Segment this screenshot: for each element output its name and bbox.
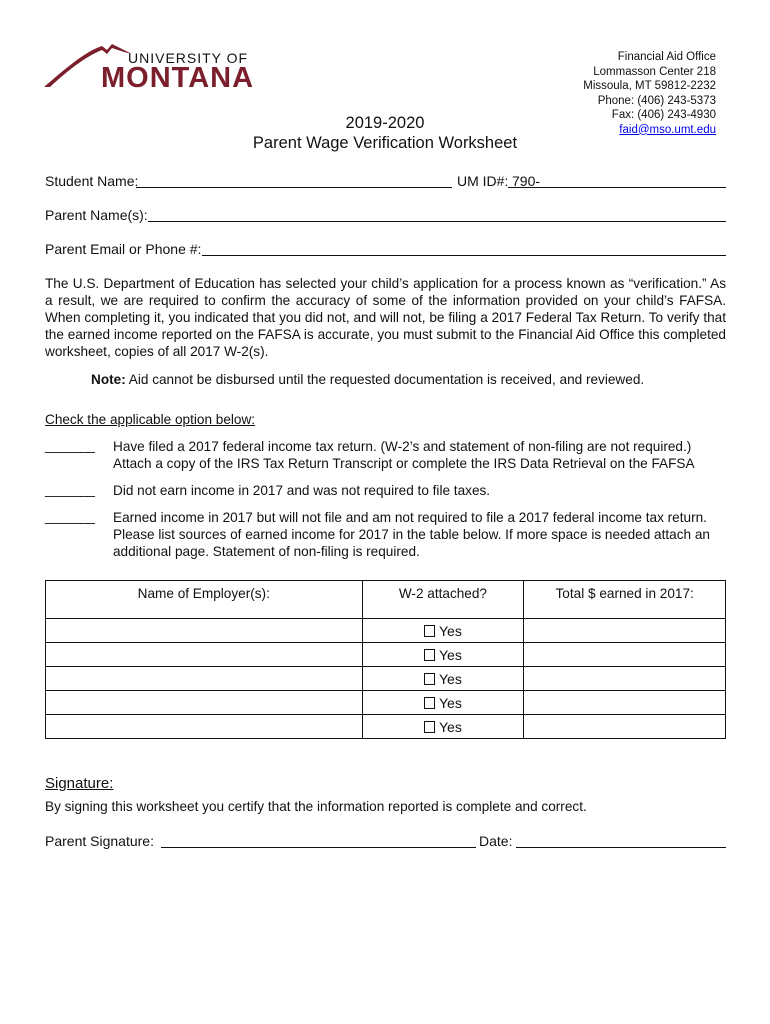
option-1-text: Have filed a 2017 federal income tax return. (W-2’s and statement of non-filing are not required.) Attach a copy of the IRS Tax Return Transcript or complete the IRS Data Retrieval on the FAFSA <box>113 439 695 471</box>
option-1-blank[interactable]: _______ <box>45 438 95 453</box>
yes-label: Yes <box>438 622 462 639</box>
office-building: Lommasson Center 218 <box>593 65 716 78</box>
office-fax: Fax: (406) 243-4930 <box>611 109 716 121</box>
form-title: Parent Wage Verification Worksheet <box>252 134 518 152</box>
parent-signature-field[interactable] <box>161 847 476 848</box>
checkbox-icon <box>424 721 435 733</box>
w2-checkbox[interactable] <box>363 671 524 687</box>
checkbox-icon <box>424 625 435 637</box>
w2-checkbox[interactable] <box>363 719 524 735</box>
logo-montana: MONTANA <box>101 62 255 94</box>
option-2-text: Did not earn income in 2017 and was not required to file taxes. <box>113 483 491 498</box>
parent-names-label: Parent Name(s): <box>45 207 148 223</box>
checkbox-icon <box>424 673 435 685</box>
option-3-text: Earned income in 2017 but will not file and am not required to file a 2017 federal income tax return. Please list sources of earned income for 2017 in the table below. If more space is needed attach an additional page. Statement of non-filing is required. <box>113 510 710 559</box>
employer-cell[interactable] <box>46 619 363 643</box>
total-cell[interactable] <box>524 715 726 739</box>
employer-table <box>45 580 726 739</box>
yes-label: Yes <box>438 670 462 687</box>
parent-contact-label: Parent Email or Phone #: <box>45 241 202 257</box>
option-2-blank[interactable]: _______ <box>45 482 95 497</box>
parent-signature-label: Parent Signature: <box>45 833 154 849</box>
employer-cell[interactable] <box>46 691 363 715</box>
um-id-label: UM ID#: <box>457 173 509 189</box>
w2-checkbox[interactable] <box>363 623 524 639</box>
w2-cell <box>362 691 524 715</box>
um-id-prefix: 790- <box>512 173 541 189</box>
w2-checkbox[interactable] <box>363 695 524 711</box>
header-w2: W-2 attached? <box>362 581 524 619</box>
note-label: Note: <box>91 372 126 387</box>
total-cell[interactable] <box>524 643 726 667</box>
note-text: Aid cannot be disbursed until the requested documentation is received, and reviewed. <box>125 372 645 387</box>
parent-names-field[interactable] <box>148 221 726 222</box>
table-row <box>46 619 726 643</box>
table-row <box>46 691 726 715</box>
checkbox-icon <box>424 697 435 709</box>
header-total: Total $ earned in 2017: <box>524 581 726 619</box>
w2-checkbox[interactable] <box>363 647 524 663</box>
intro-paragraph: The U.S. Department of Education has selected your child’s application for a process known as “verification.” As a result, we are required to confirm the accuracy of some of the information provided on your child’s FAFSA. When completing it, you indicated that you did not, and will not, be filing a 2017 Federal Tax Return. To verify that the earned income reported on the FAFSA is accurate, you must submit to the Financial Aid Office this completed worksheet, copies of all 2017 W-2(s). <box>45 276 726 359</box>
total-cell[interactable] <box>524 691 726 715</box>
logo-university-of: UNIVERSITY OF <box>128 50 249 66</box>
employer-cell[interactable] <box>46 715 363 739</box>
checkbox-icon <box>424 649 435 661</box>
office-city: Missoula, MT 59812-2232 <box>583 80 716 92</box>
office-name: Financial Aid Office <box>617 51 716 63</box>
note <box>91 372 644 387</box>
w2-cell <box>362 667 524 691</box>
header-employer: Name of Employer(s): <box>46 581 363 619</box>
table-header-row <box>46 581 726 619</box>
form-year: 2019-2020 <box>345 114 425 132</box>
office-phone: Phone: (406) 243-5373 <box>597 94 716 107</box>
office-email-link[interactable]: faid@mso.umt.edu <box>619 123 716 136</box>
signature-heading: Signature: <box>45 775 114 792</box>
um-id-field[interactable] <box>508 187 726 188</box>
date-label: Date: <box>479 833 513 849</box>
yes-label: Yes <box>438 694 462 711</box>
w2-cell <box>362 643 524 667</box>
signature-statement: By signing this worksheet you certify that the information reported is complete and correct. <box>45 799 587 814</box>
parent-contact-field[interactable] <box>202 255 726 256</box>
options-heading: Check the applicable option below: <box>45 412 256 427</box>
total-cell[interactable] <box>524 667 726 691</box>
employer-cell[interactable] <box>46 667 363 691</box>
student-name-field[interactable] <box>136 187 452 188</box>
table-row <box>46 667 726 691</box>
w2-cell <box>362 715 524 739</box>
employer-cell[interactable] <box>46 643 363 667</box>
student-name-label: Student Name: <box>45 173 139 189</box>
total-cell[interactable] <box>524 619 726 643</box>
table-row <box>46 643 726 667</box>
date-field[interactable] <box>516 847 726 848</box>
w2-cell <box>362 619 524 643</box>
option-3-blank[interactable]: _______ <box>45 509 95 524</box>
yes-label: Yes <box>438 718 462 735</box>
table-row <box>46 715 726 739</box>
yes-label: Yes <box>438 646 462 663</box>
